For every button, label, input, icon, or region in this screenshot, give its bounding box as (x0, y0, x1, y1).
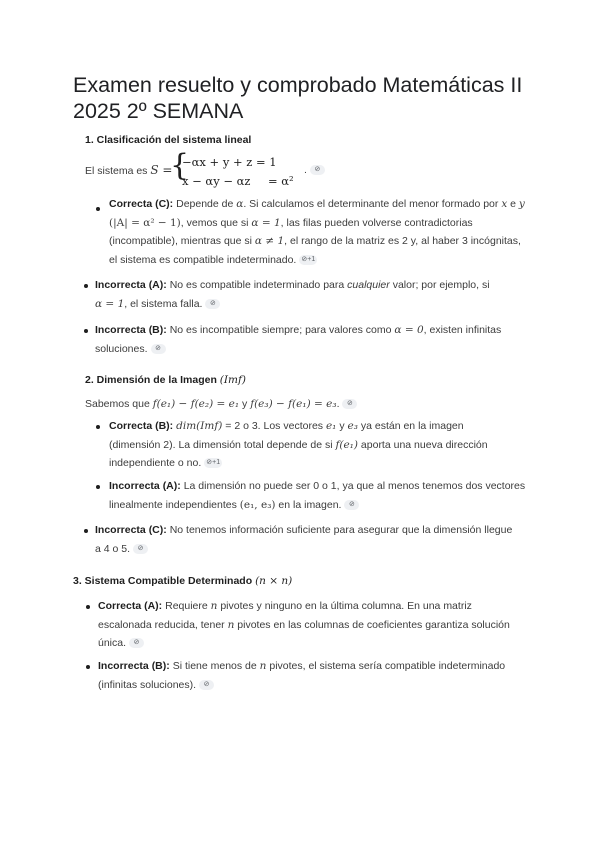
s3-a-line1 (98, 597, 538, 616)
system-eq1: −αx + y + z = 1 (182, 155, 277, 169)
s1-c-and: e (510, 198, 516, 210)
s2-intro-math1: f(e₁) − f(e₂) = e₁ (152, 398, 240, 410)
s2-c-label: Incorrecta (C): (95, 524, 167, 536)
s2-option-a (109, 477, 539, 514)
s2-a-label: Incorrecta (A): (109, 480, 181, 492)
s1-c-line1 (109, 195, 529, 214)
s3-a-line3 (98, 634, 538, 653)
s1-c-text7: el sistema es compatible indeterminado. (109, 253, 297, 266)
s3-b-line1 (98, 657, 538, 676)
bullet (86, 665, 90, 669)
s1-c-x: x (501, 198, 508, 210)
bullet (96, 425, 100, 429)
s3-b-line2 (98, 676, 538, 695)
s2-heading-text: 2. Dimensión de la Imagen (85, 374, 217, 386)
s2-c-line1 (95, 521, 535, 540)
s2-c-text: No tenemos información suficiente para asegurar que la dimensión llegue (169, 524, 513, 536)
s1-c-text4: , las filas pueden volverse contradictorias (280, 216, 473, 229)
s2-b-and: y (339, 420, 345, 432)
s1-c-det: (|A| = α² − 1) (109, 216, 181, 229)
s1-eq-end: . (304, 164, 307, 176)
bullet (84, 529, 88, 533)
s2-b-line2 (109, 436, 529, 455)
s2-intro-end: . (336, 398, 340, 410)
s2-option-b (109, 417, 529, 473)
citation-icon: ⊘ (301, 255, 308, 263)
s2-a-vectors: (e₁, e₃) (239, 498, 276, 511)
s1-a-italic: cualquier (347, 279, 390, 291)
s3-b-text3: (infinitas soluciones). (98, 678, 197, 691)
page-title: Examen resuelto y comprobado Matemáticas II 2025 2º SEMANA (73, 73, 523, 123)
citation-link[interactable] (204, 458, 222, 468)
section-3-heading (73, 575, 292, 587)
bullet (84, 284, 88, 288)
s2-option-c (95, 521, 535, 558)
s1-a-label: Incorrecta (A): (95, 279, 167, 291)
s1-b-label: Incorrecta (B): (95, 324, 167, 336)
s1-c-y: y (518, 198, 525, 210)
s2-a-text2: linealmente independientes (109, 498, 237, 511)
s1-c-text6: , el rango de la matriz es 2 y, al haber 3 incógnitas, (284, 235, 521, 247)
s3-a-text3: escalonada reducida, tener (98, 618, 225, 631)
s2-c-text2: a 4 o 5. (95, 542, 131, 555)
s1-a-line2 (95, 295, 535, 314)
citation-link[interactable]: ⊘ (133, 544, 148, 554)
s2-a-line1 (109, 477, 539, 496)
s1-a-alpha1: α = 1 (95, 297, 125, 310)
s1-c-alpha1: α = 1 (251, 216, 281, 229)
bullet (86, 605, 90, 609)
s1-b-line1 (95, 321, 535, 340)
s3-option-b (98, 657, 538, 694)
s2-intro-and: y (242, 398, 248, 410)
s3-b-label: Incorrecta (B): (98, 660, 170, 672)
s2-b-text5: independiente o no. (109, 457, 202, 469)
bullet (84, 329, 88, 333)
citation-link[interactable] (299, 255, 317, 265)
s1-c-label: Correcta (C): (109, 198, 174, 210)
citation-link[interactable]: ⊘ (199, 680, 214, 690)
citation-link[interactable]: ⊘ (129, 638, 144, 648)
s2-b-dim: dim(Imf) (176, 420, 223, 432)
citation-link[interactable]: ⊘ (151, 344, 166, 354)
s1-intro (85, 161, 172, 181)
s2-heading-math: (Imf) (219, 374, 246, 386)
s3-heading-text: 3. Sistema Compatible Determinado (73, 575, 253, 587)
s1-c-text2: . Si calculamos el determinante del menor formado por (243, 198, 499, 210)
citation-link[interactable]: ⊘ (342, 399, 357, 409)
citation-count: +1 (307, 255, 316, 263)
s3-a-text: Requiere (165, 600, 208, 612)
s2-b-line3 (109, 454, 529, 473)
s2-b-e3: e₃ (347, 420, 358, 432)
s1-c-line3 (109, 232, 529, 251)
s1-c-text5: (incompatible), mientras que si (109, 235, 252, 247)
section-1-heading: 1. Clasificación del sistema lineal (85, 134, 252, 146)
s1-c-alpha: α (236, 198, 244, 210)
s3-b-n: n (259, 660, 267, 672)
s1-b-alpha0: α = 0 (394, 324, 424, 336)
s1-intro-text: El sistema es (85, 165, 148, 177)
system-eq2-rhs: = α² (268, 174, 294, 188)
s2-b-label: Correcta (B): (109, 420, 174, 432)
s2-intro (85, 395, 555, 414)
s1-a-text: No es compatible indeterminado para (169, 279, 345, 291)
s1-c-text: Depende de (176, 198, 234, 210)
section-2-heading (85, 374, 246, 386)
s3-a-line2 (98, 616, 538, 635)
s3-a-text2: pivotes y ninguno en la última columna. En una matriz (220, 600, 472, 612)
s2-b-line1 (109, 417, 529, 436)
citation-link[interactable]: ⊘ (205, 299, 220, 309)
s1-a-text3: , el sistema falla. (124, 297, 203, 310)
s1-b-text2: , existen infinitas (423, 324, 502, 336)
bullet (96, 207, 100, 211)
s2-b-text4: aporta una nueva dirección (360, 438, 488, 451)
s3-a-text4: pivotes en las columnas de coeficientes garantiza solución (237, 618, 510, 631)
s1-option-a (95, 276, 535, 313)
s1-b-line2 (95, 340, 535, 359)
citation-count: +1 (212, 459, 221, 467)
bullet (96, 485, 100, 489)
s3-a-label: Correcta (A): (98, 600, 163, 612)
s2-b-fe1: f(e₁) (335, 438, 358, 451)
s3-a-n2: n (227, 618, 235, 631)
s1-c-alpha-ne1: α ≠ 1 (254, 235, 285, 247)
s3-heading-math: (n × n) (255, 575, 293, 587)
s1-c-text3: , vemos que si (180, 216, 249, 229)
s2-c-line2 (95, 540, 535, 559)
s1-b-text3: soluciones. (95, 342, 148, 355)
s1-a-line1 (95, 276, 535, 295)
citation-icon: ⊘ (206, 459, 213, 467)
s2-intro-math2: f(e₃) − f(e₁) = e₃ (250, 398, 337, 410)
s2-a-text3: en la imagen. (278, 498, 342, 511)
s1-option-b (95, 321, 535, 358)
s2-b-e1: e₁ (325, 420, 337, 432)
citation-link[interactable]: ⊘ (344, 500, 359, 510)
s2-a-text: La dimensión no puede ser 0 o 1, ya que al menos tenemos dos vectores (183, 480, 526, 492)
s2-b-text: = 2 o 3. Los vectores (225, 420, 324, 432)
s1-math-S: S = (150, 163, 173, 177)
s3-a-n: n (210, 600, 218, 612)
citation-link[interactable]: ⊘ (310, 165, 325, 175)
s2-intro-text: Sabemos que (85, 398, 150, 410)
s1-c-line4 (109, 251, 529, 270)
s1-a-text2: valor; por ejemplo, si (392, 279, 490, 291)
s3-a-text5: única. (98, 637, 127, 649)
s3-option-a (98, 597, 538, 653)
s1-c-line2 (109, 214, 529, 233)
s1-option-c (109, 195, 529, 269)
s1-b-text: No es incompatible siempre; para valores como (169, 324, 392, 336)
s2-b-text3: (dimensión 2). La dimensión total depende de si (109, 438, 333, 451)
s2-a-line2 (109, 496, 539, 515)
s3-b-text: Si tiene menos de (172, 660, 257, 672)
system-eq2-lhs: x − αy − αz (182, 174, 251, 188)
s1-intro-end (304, 161, 325, 180)
system-brace: { (170, 148, 190, 183)
s3-b-text2: pivotes, el sistema sería compatible indeterminado (269, 660, 506, 672)
s2-b-text2: ya están en la imagen (360, 420, 464, 432)
